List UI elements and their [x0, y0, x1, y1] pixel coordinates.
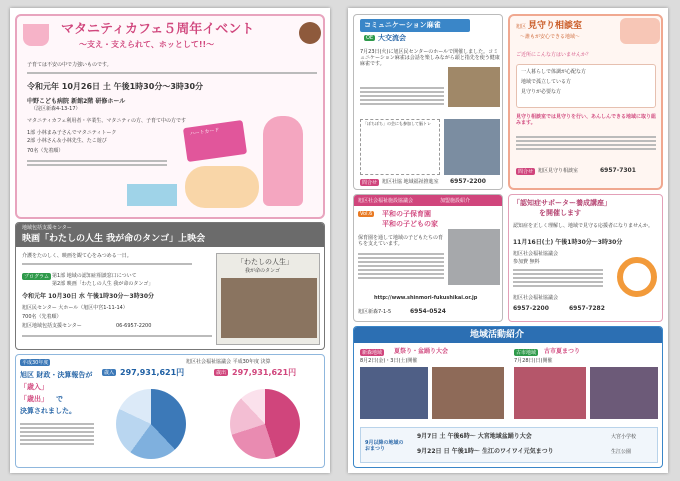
dementia-section [508, 194, 663, 322]
mahjong-caption: 「ぼちぼち」の会にも参加して脳トレ [363, 121, 431, 126]
cafe-title: マタニティカフェ５周年イベント [61, 22, 255, 37]
facility-name-1: 平和の子保育園 [382, 210, 431, 218]
mahjong-photo-2 [444, 119, 500, 175]
mimamori-item-3: 見守りが必要な方 [521, 89, 562, 95]
mahjong-phone: 6957-2200 [450, 178, 486, 185]
card-label: ハートカード [189, 127, 220, 138]
mimamori-body: ご近所にこんな方はいませんか？ [516, 52, 592, 58]
revenue-label: 歳入 [104, 370, 115, 376]
mahjong-photo-1 [448, 67, 500, 107]
mimamori-note: 見守り相談室では見守りを行い、あんしんできる地域に取り組みます。 [516, 114, 657, 126]
film-section [15, 222, 325, 350]
cafe-item-1: マタニティカフェ利用者・卒業生、マタニティの方、子育て中の方です [27, 118, 186, 124]
mahjong-section [353, 14, 503, 190]
cup-illustration [23, 24, 49, 46]
dementia-date: 11月16日(土) 午後1時30分〜3時30分 [513, 239, 623, 246]
film-intro: 介護をたのしく、映画を観て心をみつめる一日。 [22, 253, 132, 259]
dementia-fee: 参加費 無料 [513, 259, 540, 265]
finance-section [15, 354, 325, 468]
schedule-2: 9月22日 日 午後1時〜 生江のワイワイ元気まつり [417, 448, 554, 455]
cafe-date: 令和元年 10月26日 土 午後1時30分〜3時30分 [27, 82, 204, 91]
film-poster [216, 253, 320, 345]
schedule-2-place: 生江公園 [611, 449, 632, 455]
film-phone: 06-6957-2200 [116, 323, 152, 329]
mimamori-section [508, 14, 663, 190]
heart-card-image [183, 120, 247, 162]
facility-vol: Vol.6 [360, 211, 373, 217]
dementia-intro: 認知症を正しく理解し、地域で見守る応援者になりませんか。 [513, 223, 654, 229]
event-2-photo-2 [590, 367, 658, 419]
film-program-1: 第1部 地域の認知症相談窓口について [52, 273, 137, 279]
event-2-date: 7月28日(日)開催 [514, 358, 553, 364]
finance-heading-1: 旭区 財政・決算報告が [20, 371, 93, 379]
film-date: 令和元年 10月30日 水 午後1時30分〜3時30分 [22, 293, 155, 300]
finance-heading-2: 「歳入」 [20, 383, 48, 391]
event-1-tag: 新森地域 [362, 350, 383, 356]
cafe-subtitle: 〜支え・支えられて、ホッとして!!〜 [79, 40, 215, 49]
schedule-1: 9月7日 土 午後6時〜 大宮地域盆踊り大会 [417, 433, 532, 440]
mimamori-contact-tag: 問合せ [518, 169, 534, 175]
maternity-cafe-section [15, 14, 325, 219]
mimamori-pre: 旭区 [516, 24, 527, 30]
expense-label: 歳出 [216, 370, 227, 376]
finance-heading-3: 「歳出」 [20, 395, 48, 403]
program-tag: プログラム [24, 274, 49, 280]
film-program-2: 第2部 映画「わたしの人生 我が命のタンゴ」 [52, 281, 154, 287]
mahjong-subtitle: 大交流会 [378, 34, 406, 42]
mimamori-contact: 旭区見守り相談室 [538, 168, 579, 174]
expense-value: 297,931,621円 [232, 368, 297, 377]
event-2-title: 古市夏まつり [544, 348, 581, 355]
activity-section [353, 326, 663, 468]
mimamori-subtitle: 〜誰もが安心できる地域〜 [520, 34, 581, 40]
mahjong-caption-box [360, 119, 440, 175]
facility-tag: 加盟施設紹介 [440, 198, 471, 204]
dementia-venue: 旭区社会福祉協議会 [513, 251, 559, 257]
facility-body: 保育園を通して地域の子どもたちの育ちを支えています。 [358, 235, 444, 247]
poster-title: 「わたしの人生」 [237, 258, 293, 266]
facility-url: http://www.shinmori-fukushikai.or.jp [374, 295, 478, 301]
mimamori-item-1: 一人暮らしで体調が心配な方 [521, 69, 587, 75]
mimamori-phone: 6957-7301 [600, 167, 636, 174]
event-1-title: 夏祭り・盆踊り大会 [394, 348, 449, 355]
cafe-venue: 中野こども病院 新館2階 研修ホール [27, 98, 126, 105]
facility-name-2: 平和の子どもの家 [382, 220, 438, 228]
finance-tag: 平成30年度 [22, 360, 49, 366]
film-title: 映画「わたしの人生 我が命のタンゴ」上映会 [22, 234, 206, 244]
poster-photo [221, 278, 317, 338]
cafe-item-3: 2部 小林さん＆小林先生、たこ遊び [27, 138, 107, 144]
film-header: 地域包括支援センター [22, 225, 72, 231]
mahjong-contact: 旭区社協 地域福祉推進室 [382, 179, 439, 185]
dementia-title: 「認知症サポーター養成講座」 [513, 199, 611, 207]
mimamori-title: 見守り相談室 [528, 21, 583, 31]
finance-heading-5: 決算されました。 [20, 407, 76, 415]
expense-pie [230, 389, 300, 459]
film-venue: 旭区民センター 大ホール（旭区中宮1-11-14） [22, 305, 128, 311]
mimamori-illustration [620, 18, 660, 44]
cafe-intro: 子育ては不安の中で力強いものです。 [27, 62, 112, 68]
poster-subtitle: 我が命のタンゴ [245, 268, 281, 274]
toy-blocks-illustration [127, 184, 177, 206]
film-contact: 旭区地域包括支援センター [22, 323, 82, 329]
children-illustration [185, 166, 259, 208]
right-page [348, 8, 668, 473]
schedule-label: 9月以降の地域のおまつり [365, 440, 404, 452]
mimamori-item-2: 地域で孤立している方 [521, 79, 572, 85]
schedule-1-place: 大宮小学校 [611, 434, 637, 440]
event-1-photo-2 [432, 367, 504, 419]
facility-photo [448, 229, 500, 285]
finance-heading-4: で [56, 395, 63, 403]
revenue-value: 297,931,621円 [120, 368, 185, 377]
event-1-date: 8月2日(金)・3日(土)開催 [360, 358, 418, 364]
mahjong-contact-tag: 問合せ [362, 180, 378, 186]
mimamori-list [516, 64, 656, 108]
event-2-photo-1 [514, 367, 586, 419]
mahjong-body: 7月23日(火)に旭区民センターのホールで開催しました。コミュニケーション麻雀は会話を楽しみながら頭と指先を使う健康麻雀です。 [360, 49, 500, 67]
cafe-item-4: 70名（先着順） [27, 148, 64, 154]
dementia-phone-1: 6957-2200 [513, 305, 549, 312]
schedule-box [360, 427, 658, 463]
activity-title: 地域活動紹介 [470, 330, 525, 340]
teapot-illustration [299, 22, 321, 44]
cafe-venue-addr: （淀区新森4-13-17） [31, 106, 81, 112]
mahjong-title: コミュニケーション麻雀 [364, 21, 441, 29]
facility-section [353, 194, 503, 322]
mother-illustration [263, 116, 303, 206]
event-1-photo-1 [360, 367, 428, 419]
cafe-item-2: 1部 小林まみ子さんでマタニティトーク [27, 130, 117, 136]
mahjong-badge: OE [366, 35, 374, 41]
dementia-phone-2: 6957-7282 [569, 305, 605, 312]
event-2-tag: 古市地域 [516, 350, 537, 356]
dementia-contact: 旭区社会福祉協議会 [513, 295, 559, 301]
finance-chart-title: 旭区社会福祉協議会 平成30年度 決算 [186, 359, 271, 365]
film-capacity: 700名（先着順） [22, 314, 62, 320]
facility-phone: 6954-0524 [410, 308, 446, 315]
facility-header: 旭区社会福祉施設協議会 [358, 198, 414, 204]
revenue-pie [116, 389, 186, 459]
left-page [10, 8, 330, 473]
orange-ring-image [617, 257, 657, 297]
facility-addr: 旭区新森7-1-5 [358, 309, 392, 315]
dementia-title-2: を開催します [539, 209, 581, 217]
